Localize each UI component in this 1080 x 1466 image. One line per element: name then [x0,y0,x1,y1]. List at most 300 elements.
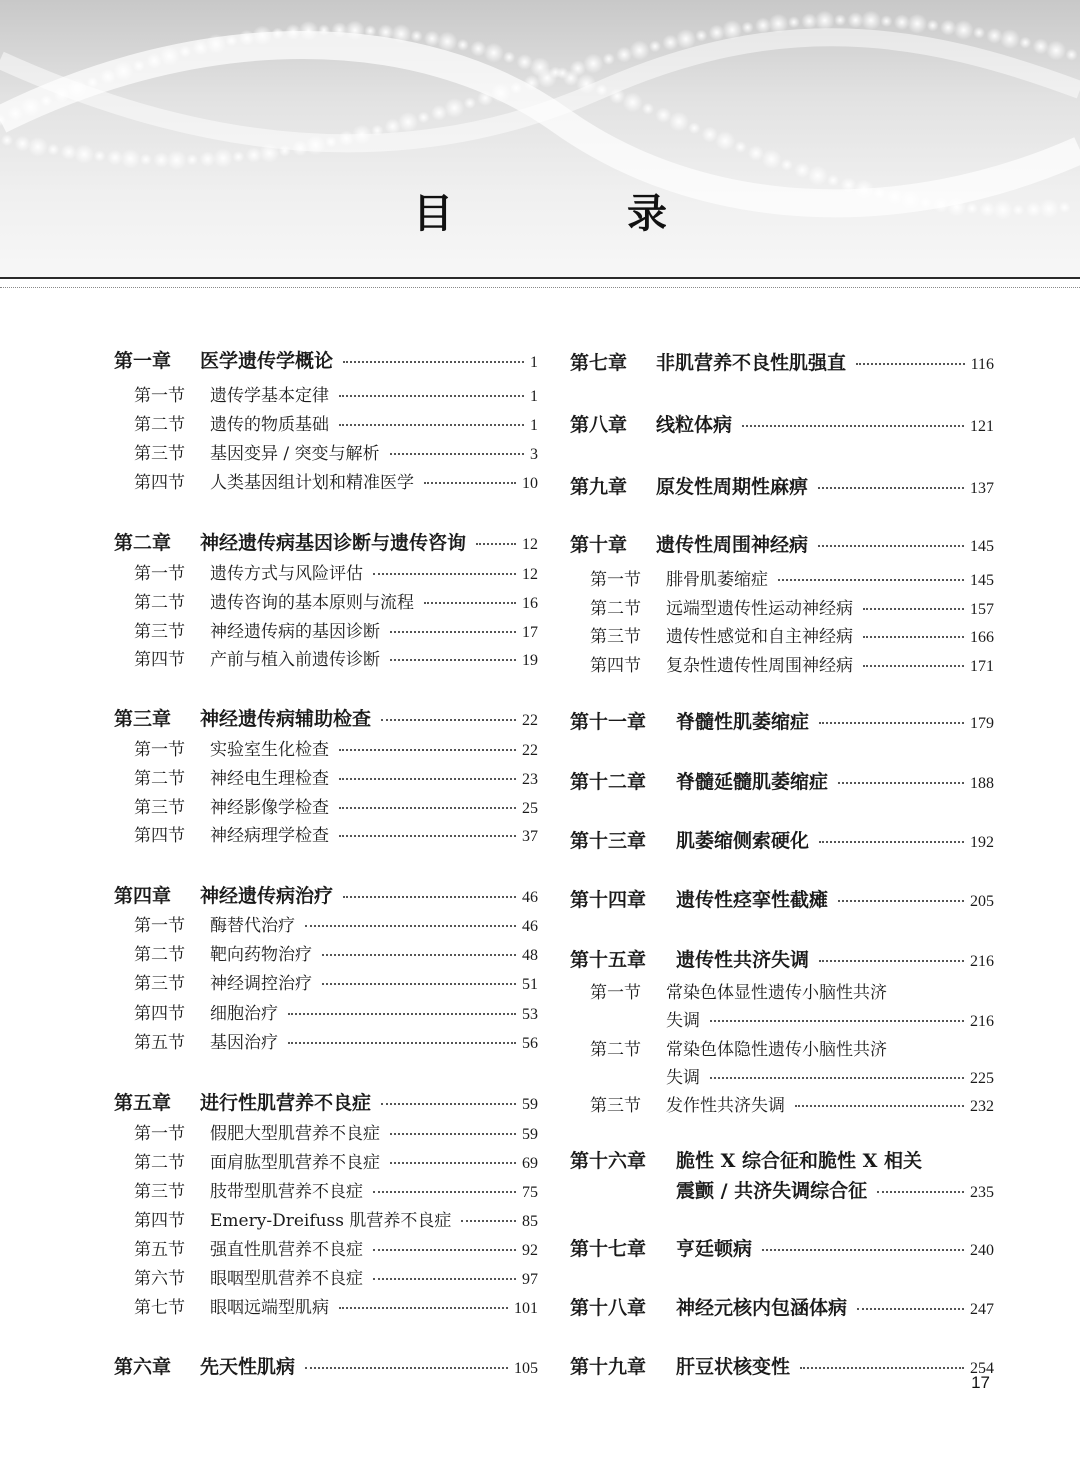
page-ref: 235 [970,1184,994,1201]
toc-section-entry[interactable] [114,918,538,935]
toc-section-entry[interactable] [114,1213,538,1230]
toc-entry-continuation[interactable] [570,1182,994,1201]
toc-section-entry[interactable] [114,595,538,612]
header-rule [0,277,1080,279]
decorative-dot [603,53,615,65]
toc-section-entry[interactable] [114,1184,538,1201]
toc-chapter-entry[interactable] [570,832,994,851]
page-ref: 59 [522,1096,538,1113]
toc-section-entry[interactable] [114,1155,538,1172]
decorative-dot [1066,49,1078,61]
section-title: 基因治疗 [210,1033,278,1053]
decorative-dot [834,14,846,26]
decorative-dot [193,40,209,56]
toc-chapter-entry[interactable] [114,534,538,553]
decorative-dot [669,112,689,132]
decorative-dot [87,76,99,88]
decorative-dot [503,51,515,63]
section-number: 第三节 [134,974,185,994]
section-title: 人类基因组计划和精准医学 [210,473,414,493]
section-title-continued: 失调 [666,1011,700,1031]
toc-chapter-entry[interactable] [570,1240,994,1259]
decorative-dot [371,125,383,137]
section-number: 第一节 [590,983,641,1003]
chapter-number: 第九章 [570,476,628,498]
decorative-dot [880,15,892,27]
toc-section-entry[interactable] [114,475,538,492]
dot-leader [818,487,964,489]
decorative-dot [954,20,974,40]
section-number: 第一节 [134,916,185,936]
page-ref: 23 [522,771,538,788]
toc-chapter-entry[interactable] [114,1358,538,1377]
section-title: 常染色体显性遗传小脑性共济 [666,983,887,1003]
dot-leader [838,900,964,902]
page-ref: 145 [970,538,994,555]
section-title: 酶替代治疗 [210,916,295,936]
page-ref: 51 [522,976,538,993]
decorative-dot [576,74,596,94]
page-ref: 116 [970,356,994,373]
toc-section-entry[interactable] [114,388,538,405]
page-ref: 216 [970,1013,994,1030]
page-ref: 166 [970,629,994,646]
dot-leader [762,1249,964,1251]
section-number: 第二节 [590,1040,641,1060]
page-ref: 247 [970,1301,994,1318]
toc-chapter-entry[interactable] [570,1152,994,1171]
section-title: 实验室生化检查 [210,740,329,760]
dot-leader [819,841,964,843]
toc-chapter-entry[interactable] [570,1358,994,1377]
decorative-dot [398,112,418,132]
section-number: 第七节 [134,1298,185,1318]
section-number: 第二节 [134,593,185,613]
section-number: 第二节 [134,415,185,435]
section-number: 第二节 [590,599,641,619]
chapter-title-continued: 震颤 / 共济失调综合征 [676,1180,868,1202]
chapter-number: 第五章 [114,1092,172,1114]
chapter-title: 遗传性痉挛性截瘫 [676,889,829,911]
chapter-number: 第十二章 [570,771,647,793]
decorative-dot [484,43,504,63]
chapter-number: 第一章 [114,350,172,372]
decorative-dot [160,46,180,66]
section-title: 神经影像学检查 [210,798,329,818]
chapter-title: 遗传性共济失调 [676,949,810,971]
toc-chapter-entry[interactable] [114,710,538,729]
decorative-dot [113,61,133,81]
chapter-number: 第十一章 [570,711,647,733]
toc-section-entry[interactable] [114,742,538,759]
section-title: Emery-Dreifuss 肌营养不良症 [210,1211,452,1231]
chapter-title: 遗传性周围神经病 [656,534,809,556]
decorative-dot [418,111,430,123]
section-number: 第二节 [134,945,185,965]
page-ref: 171 [970,658,994,675]
toc-section-entry[interactable] [114,976,538,993]
decorative-dot [742,21,754,33]
decorative-dot [735,141,747,153]
section-title: 基因变异 / 突变与解析 [210,444,380,464]
toc-section-entry[interactable] [570,985,994,1002]
toc-section-entry[interactable] [114,417,538,434]
dot-leader [818,545,964,547]
chapter-number: 第七章 [570,352,628,374]
section-number: 第一节 [134,386,185,406]
section-number: 第五节 [134,1240,185,1260]
dot-leader [373,1249,516,1251]
section-title: 遗传方式与风险评估 [210,564,363,584]
page-ref: 205 [970,893,994,910]
dot-leader [390,659,516,661]
page-ref: 1 [530,388,538,405]
decorative-dot [688,122,700,134]
section-title: 遗传性感觉和自主神经病 [666,627,853,647]
decorative-dot [815,10,835,30]
page-ref: 59 [522,1126,538,1143]
chapter-number: 第二章 [114,532,172,554]
dot-leader [390,1133,516,1135]
toc-chapter-entry[interactable] [570,478,994,497]
section-title: 产前与植入前遗传诊断 [210,650,380,670]
chapter-title: 神经遗传病治疗 [200,885,334,907]
dot-leader [339,749,516,751]
decorative-dot [225,35,237,47]
page-ref: 92 [522,1242,538,1259]
dot-leader [863,636,964,638]
toc-section-entry[interactable] [570,1042,994,1059]
decorative-dot [510,82,522,94]
decorative-dot [206,34,226,54]
chapter-number: 第十六章 [570,1150,647,1172]
section-title-continued: 失调 [666,1068,700,1088]
page-number: 17 [971,1373,990,1392]
page-ref: 56 [522,1035,538,1052]
dot-leader [742,425,964,427]
decorative-dot [179,46,191,58]
decorative-dot [120,149,140,169]
toc-section-entry[interactable] [114,1035,538,1052]
page-ref: 1 [530,417,538,434]
dot-leader [856,363,965,365]
dot-leader [424,482,516,484]
page-ref: 145 [970,572,994,589]
dot-leader [800,1367,964,1369]
section-title: 眼咽远端型肌病 [210,1298,329,1318]
page-ref: 75 [522,1184,538,1201]
dot-leader [476,543,516,545]
chapter-title: 非肌营养不良性肌强直 [656,352,847,374]
page-ref: 1 [530,354,538,371]
chapter-number: 第四章 [114,885,172,907]
dot-leader [710,1077,964,1079]
dot-leader [381,719,516,721]
section-number: 第二节 [134,1153,185,1173]
chapter-number: 第十章 [570,534,628,556]
decorative-dot [1,134,13,146]
decorative-dot [28,137,48,157]
decorative-dot [325,136,337,148]
toc-chapter-entry[interactable] [114,1094,538,1113]
toc-chapter-entry[interactable] [114,352,538,371]
toc-chapter-entry[interactable] [570,354,994,373]
decorative-dot [391,24,411,44]
page-ref: 101 [514,1300,538,1317]
dot-leader [339,395,524,397]
chapter-title: 进行性肌营养不良症 [200,1092,372,1114]
decorative-dot [61,144,77,160]
page-ref: 53 [522,1006,538,1023]
dot-leader [461,1220,516,1222]
section-title: 发作性共济失调 [666,1096,785,1116]
chapter-number: 第八章 [570,414,628,436]
section-number: 第四节 [134,826,185,846]
dot-leader [424,602,516,604]
section-title: 肢带型肌营养不良症 [210,1182,363,1202]
chapter-title: 脆性 X 综合征和脆性 X 相关 [676,1150,922,1172]
dot-leader [373,1278,516,1280]
decorative-dot [642,103,654,115]
decorative-dot [318,24,330,36]
decorative-dot [722,20,742,40]
section-title: 腓骨肌萎缩症 [666,570,768,590]
decorative-dot [1000,29,1020,49]
dot-leader [322,954,516,956]
dot-leader [795,1105,964,1107]
decorative-dot [709,25,725,41]
section-number: 第五节 [134,1033,185,1053]
decorative-dot [781,159,793,171]
dot-leader [838,782,964,784]
section-number: 第六节 [134,1269,185,1289]
decorative-dot [47,143,59,155]
dot-leader [305,925,516,927]
toc-chapter-entry[interactable] [570,416,994,435]
page-ref: 19 [522,652,538,669]
section-title: 眼咽型肌营养不良症 [210,1269,363,1289]
decorative-dot [444,98,464,118]
page-ref: 16 [522,595,538,612]
toc-chapter-entry[interactable] [114,887,538,906]
page-ref: 37 [522,828,538,845]
toc-section-entry[interactable] [114,652,538,669]
toc-section-entry[interactable] [114,1271,538,1288]
dot-leader [343,361,524,363]
section-number: 第三节 [134,1182,185,1202]
section-title: 远端型遗传性运动神经病 [666,599,853,619]
section-title: 面肩肱型肌营养不良症 [210,1153,380,1173]
decorative-dot [252,25,272,45]
decorative-dot [788,16,800,28]
chapter-title: 亨廷顿病 [676,1238,753,1260]
decorative-dot [292,140,308,156]
decorative-dot [272,27,284,39]
page-ref: 17 [522,624,538,641]
dot-leader [877,1191,964,1193]
toc-section-entry[interactable] [114,1006,538,1023]
dot-leader [305,1367,508,1369]
section-title: 遗传咨询的基本原则与流程 [210,593,414,613]
toc-section-entry[interactable] [114,771,538,788]
decorative-dot [583,54,603,74]
toc-section-entry[interactable] [114,800,538,817]
decorative-dot [623,92,643,112]
chapter-number: 第十八章 [570,1297,647,1319]
page-ref: 216 [970,953,994,970]
chapter-title: 肌萎缩侧索硬化 [676,830,810,852]
page-ref: 137 [970,480,994,497]
decorative-dot [279,145,291,157]
dot-leader [288,1042,516,1044]
page-ref: 12 [522,566,538,583]
decorative-dot [715,131,735,151]
section-title: 神经调控治疗 [210,974,312,994]
decorative-dot [133,60,145,72]
dot-leader [288,1013,516,1015]
page-ref: 46 [522,889,538,906]
toc-section-entry[interactable] [570,658,994,675]
toc-section-entry[interactable] [114,1242,538,1259]
decorative-dot [424,31,440,47]
decorative-dot [232,151,244,163]
section-number: 第三节 [590,627,641,647]
section-number: 第四节 [590,656,641,676]
decorative-dot [491,83,511,103]
section-number: 第四节 [134,650,185,670]
page-ref: 22 [522,712,538,729]
chapter-number: 第三章 [114,708,172,730]
toc-chapter-entry[interactable] [570,773,994,792]
chapter-title: 先天性肌病 [200,1356,296,1378]
chapter-number: 第十五章 [570,949,647,971]
section-title: 常染色体隐性遗传小脑性共济 [666,1040,887,1060]
decorative-dot [167,150,187,170]
decorative-dot [259,143,279,163]
toc-section-entry[interactable] [114,1126,538,1143]
decorative-dot [94,150,106,162]
decorative-dot [239,30,255,46]
toc-section-entry[interactable] [114,624,538,641]
section-number: 第三节 [590,1096,641,1116]
dot-leader [819,960,964,962]
toc-section-entry[interactable] [114,446,538,463]
page-ref: 240 [970,1242,994,1259]
decorative-dot [140,153,152,165]
decorative-dot [67,78,87,98]
toc-chapter-entry[interactable] [570,951,994,970]
dot-leader [339,807,516,809]
dot-leader [373,573,516,575]
section-title: 假肥大型肌营养不良症 [210,1124,380,1144]
section-number: 第三节 [134,622,185,642]
chapter-title: 神经遗传病基因诊断与遗传咨询 [200,532,467,554]
dot-leader [857,1308,964,1310]
dot-leader [339,424,524,426]
dot-leader [322,983,516,985]
toc-section-entry[interactable] [114,947,538,964]
section-title: 遗传学基本定律 [210,386,329,406]
toc-chapter-entry[interactable] [570,1299,994,1318]
page-ref: 192 [970,834,994,851]
dot-leader [819,722,964,724]
section-number: 第四节 [134,1211,185,1231]
page-ref: 225 [970,1070,994,1087]
page-ref: 254 [970,1360,994,1377]
toc-section-entry[interactable] [114,1300,538,1317]
chapter-number: 第十三章 [570,830,647,852]
decorative-dot [306,135,326,155]
decorative-dot [927,19,939,31]
toc-entry-continuation[interactable] [570,1013,994,1030]
section-number: 第一节 [134,1124,185,1144]
dot-leader [863,608,964,610]
dot-leader [863,665,964,667]
decorative-dot [1019,37,1031,49]
page-ref: 85 [522,1213,538,1230]
chapter-title: 神经元核内包涵体病 [676,1297,848,1319]
chapter-number: 第十九章 [570,1356,647,1378]
decorative-dot [299,21,319,41]
toc-section-entry[interactable] [570,629,994,646]
toc-section-entry[interactable] [570,572,994,589]
decorative-dot [213,148,233,168]
dot-leader [339,778,516,780]
dot-leader [373,1191,516,1193]
page-ref: 157 [970,601,994,618]
chapter-title: 脊髓性肌萎缩症 [676,711,810,733]
decorative-dot [649,40,661,52]
toc-section-entry[interactable] [114,566,538,583]
section-number: 第一节 [134,740,185,760]
decorative-dot [768,14,788,34]
section-number: 第四节 [134,1004,185,1024]
dot-leader [339,835,516,837]
section-title: 复杂性遗传性周围神经病 [666,656,853,676]
toc-section-entry[interactable] [570,601,994,618]
page-ref: 121 [970,418,994,435]
page-ref: 3 [530,446,538,463]
toc-chapter-entry[interactable] [570,891,994,910]
toc-chapter-entry[interactable] [570,713,994,732]
decorative-dot [457,39,469,51]
decorative-dot [1046,40,1066,60]
toc-section-entry[interactable] [570,1098,994,1115]
decorative-dot [411,30,423,42]
decorative-dot [940,20,956,36]
toc-entry-continuation[interactable] [570,1070,994,1087]
chapter-title: 医学遗传学概论 [200,350,334,372]
decorative-dot [364,25,376,37]
toc-section-entry[interactable] [114,828,538,845]
dot-leader [339,1307,508,1309]
page-ref: 10 [522,475,538,492]
section-number: 第一节 [590,570,641,590]
decorative-dot [596,84,608,96]
decorative-dot [907,14,927,34]
decorative-dot [861,10,881,30]
decorative-dot [464,97,476,109]
section-title: 细胞治疗 [210,1004,278,1024]
dot-leader [390,631,516,633]
page-ref: 97 [522,1271,538,1288]
toc-chapter-entry[interactable] [570,536,994,555]
dot-leader [381,1103,516,1105]
section-title: 靶向药物治疗 [210,945,312,965]
decorative-dot [973,27,985,39]
chapter-number: 第六章 [114,1356,172,1378]
page-ref: 232 [970,1098,994,1115]
